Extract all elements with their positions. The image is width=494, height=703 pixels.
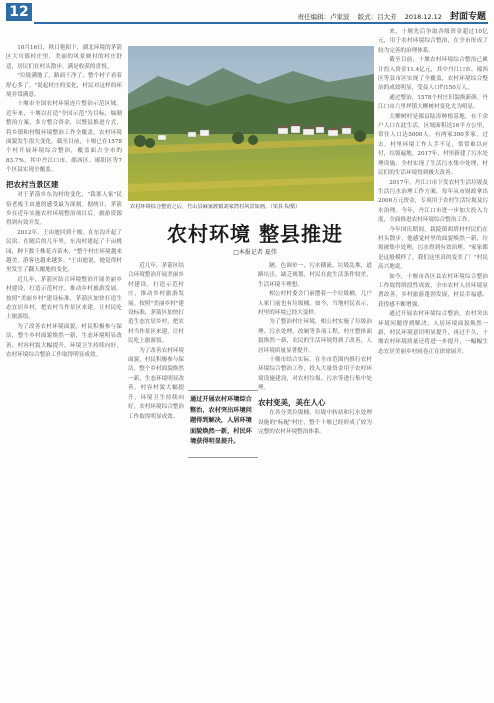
paragraph: 2017年，丹江口市下发农村生活垃圾及生活污水治理工作方案，每年从市财政拿出2000万元资金，专项用于农村生活垃圾及污水治理。今年，丹江口市进一步加大投入力度，全面推进农村环境综合整治工作。	[378, 179, 488, 224]
header-meta	[292, 9, 486, 22]
paragraph: 为了改善农村环境面貌，村民积极参与保洁，整个乡村面貌焕然一新，生态环境明显改善，村容村貌大幅提升，环境卫生持续向好，农村环境综合整治工作取得明显成效。	[128, 347, 184, 420]
header-rule	[34, 22, 488, 24]
paragraph: 如今，十堰市各区县农村环境综合整治工作取得阶段性成效，全市农村人居环境显著改善，乡村旅游蓬勃发展，村民幸福感、获得感不断增强。	[378, 273, 488, 308]
article-column-2	[128, 262, 184, 698]
pull-quote: 通过开展农村环境综合整治，农村突出环境问题得到解决，人居环境面貌焕然一新，村民环境获得明显提升。	[188, 390, 258, 458]
paragraph: 十堰市结合实际，在全市范围内推行农村环境综合整治工作，投入大量资金用于农村环境设施建设，对农村垃圾、污水等进行集中处理。	[258, 357, 372, 392]
paragraph: 通过开展农村环境综合整治，农村突出环境问题得到解决，人居环境面貌焕然一新，村民环境意识明显提升，再过不久，十堰农村环境质量还将进一步提升，一幅幅生态宜居美丽乡村画卷正在徐徐展开。	[378, 311, 488, 355]
paragraph: 10月16日，秋日艳阳下，湖北环境的茅箭区大川镇村庄里，美丽的风景映衬的村庄舒适，居民们在村头散步，满是收获的喜悦。	[6, 45, 122, 70]
paragraph: 相公村村委会门前摆着一个垃圾桶，几户人家门前也有垃圾桶。如今，当地村民表示，村里的环境已经大变样。	[258, 291, 372, 317]
section-heading: 把农村当景区建	[6, 179, 59, 189]
paragraph: 大柳树村是郧县陆涛种植基地，有千余户人口在此生活，区域面积达16平方公里，常住人口达5000人，有两家300多家，过去，村里环境工作人手不足，常常难以应付，垃圾遍地。2017年，村里新建了污水处理设施，全村实现了生活污水集中处理，村民们的生活环境得到极大改善。	[378, 113, 488, 177]
article-headline: 农村环境 整县推进	[167, 222, 343, 246]
paragraph: 在各分类垃圾桶、垃圾中转站和污水处理设施的"标配"村庄，整个十堰已经形成了较为完整的农村环境整治体系。	[258, 410, 372, 435]
designer-credit: 版式：吕大芳	[357, 13, 397, 21]
section-name: 封面专题	[449, 12, 486, 22]
article-column-3	[258, 262, 372, 698]
issue-date: 2018.12.12	[404, 13, 442, 21]
page-number: 12	[6, 3, 32, 21]
photo-caption: 农村环境综合整治之后，竹山县麻家渡镇刘家湾村风景如画。（邹县书/摄）	[130, 204, 301, 210]
paragraph: 今年国庆期间，栽陵镇胡塔村村民们在村头散步，他感觉村里的面貌焕然一新，垃圾被集中处理，污水得到有效治理。"家家都是这般模样了，我们这里真的变美了！"村民高兴地说。	[378, 226, 488, 271]
paragraph: 近几年，茅箭区结合环境整治开展美丽乡村建设，打造示范村庄，推动乡村旅游发展。按照"美丽乡村"建设标准，茅箭区加快打造生态宜居乡村，把农村当作景区来建，让村民吃上旅游饭。	[128, 263, 184, 345]
article-column-1	[6, 44, 122, 698]
article-column-4	[378, 28, 488, 698]
paragraph: 通过整治，1578个村庄旧貌换新颜。丹江口市六里坪镇大柳树村变化尤为明显。	[378, 94, 488, 111]
paragraph: "垃圾满地了，路面干净了，整个村子看着舒心多了。"说起村庄的变化，村民对这样的环境非常满意。	[6, 73, 122, 99]
paragraph: 2012年，王由迪回到十堰，在东沟开起了民宿。在随后的几年里，东沟村建起了千亩桃园，种下数千株花卉苗木，"整个村庄环境越来越美，游客也越来越多。"王由迪说，她觉得村里发生了翻天覆地的变化。	[6, 229, 122, 274]
landscape-photo	[128, 46, 374, 201]
article-byline: □本报记者 夏伟	[233, 249, 277, 256]
paragraph: 十堰市全国农村环境连片整治示范区域。近年来，十堰以打造"全国示范"为目标，编制整治方案，多方整合资金，以整县推进方式，将乡镇和村级环境整治工作全覆盖，农村环境面貌发生很大变化。截至目前，十堰已在1578个村开展环境综合整治，覆盖面占全市的83.7%，其中丹江口市、郧西区、郧阳区等7个区县实现全覆盖。	[6, 101, 122, 174]
paragraph: 对于茅箭乡东沟村的变化，"栽那人家"民宿老板王由迪的感受最为深刻。据统计，茅箭乡在近年实施农村环境整治项目后，旅游资源得到有效开发。	[6, 192, 122, 227]
paragraph: 为了整治村庄环境，相公村实施了垃圾治理、污水处理、改厕等多项工程，村庄整体面貌焕然一新，农民的生活环境得到了改善，人居环境质量显著提升。	[258, 319, 372, 354]
paragraph: 截至目前，十堰农村环境综合整治已累计投入资金11.4亿元，其中丹江口市、郧西区等县市区实现了全覆盖，农村环境综合整治的成效明显，受益人口约150万人。	[378, 57, 488, 92]
section-heading: 农村变美，美在人心	[258, 397, 326, 407]
editor-credit: 责任编辑：卢家波	[297, 13, 350, 21]
paragraph: 近几年，茅箭区结合环境整治开展美丽乡村建设，打造示范村庄，推动乡村旅游发展。按照"美丽乡村"建设标准，茅箭区加快打造生态宜居乡村，把农村当作景区来建，让村民吃上旅游饭。	[6, 276, 122, 321]
page-header	[0, 0, 494, 24]
paragraph: 陋，色调单一，污水横流，垃圾乱堆，道路坑洼，缺乏规划，村民在此生活条件较差，生活环境不理想。	[258, 263, 372, 288]
village-landscape-image	[128, 46, 374, 201]
paragraph: 为了改善农村环境面貌，村民积极参与保洁，整个乡村面貌焕然一新，生态环境明显改善，村容村貌大幅提升，环境卫生持续向好，农村环境综合整治工作取得明显成效。	[6, 323, 122, 358]
paragraph: 来，十堰先后争取各级资金超过10亿元，用于农村环境综合整治，在全市形成了较为完善的治理体系。	[378, 29, 488, 54]
